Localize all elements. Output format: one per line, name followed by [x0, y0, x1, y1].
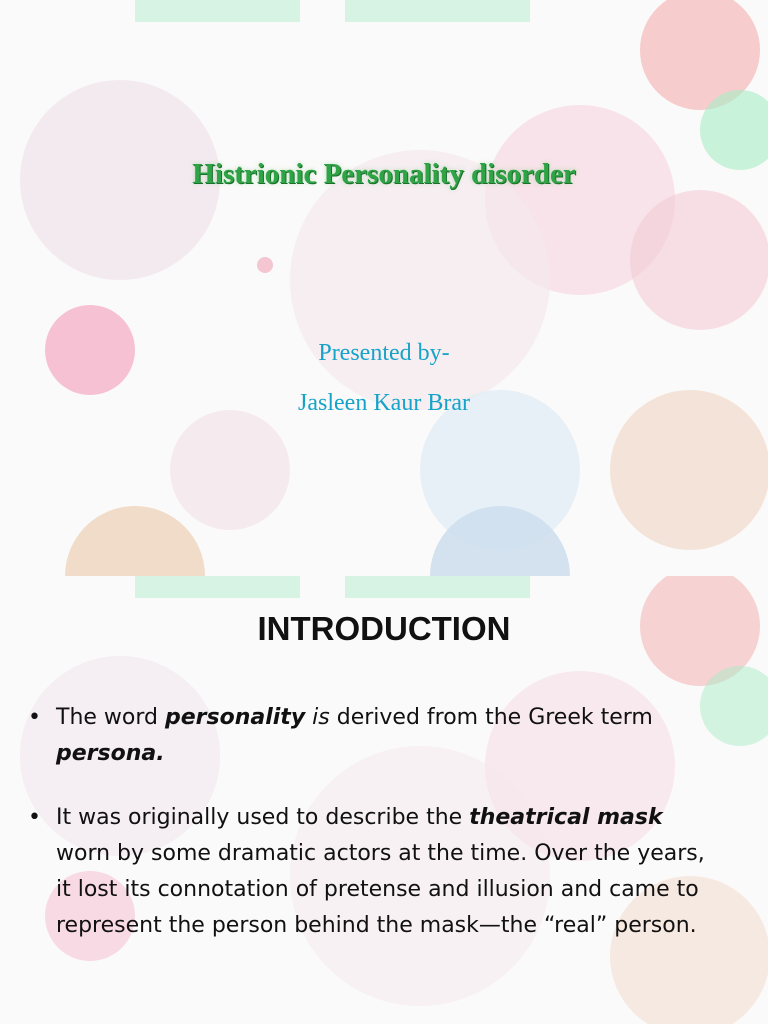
top-band-left-2 — [135, 576, 300, 598]
top-band-right — [345, 0, 530, 22]
dot-small — [257, 257, 273, 273]
circle-bottom-peach — [65, 506, 205, 576]
text-run: It was originally used to describe the — [56, 805, 470, 830]
bullet-item-2 — [28, 800, 718, 944]
section-heading: INTRODUCTION — [257, 610, 511, 647]
top-band-right-2 — [345, 576, 530, 598]
presentation-title: Histrionic Personality disorder — [192, 158, 576, 190]
introduction-slide — [0, 576, 768, 1024]
text-run: derived from the Greek term — [329, 705, 653, 730]
text-run: worn by some dramatic actors at the time. Over the years, it lost its connotation of pretense and illusion and came to represent the person behind the mask—the “real” person. — [56, 841, 705, 938]
presenter-name: Jasleen Kaur Brar — [298, 390, 470, 416]
emphasis-persona: persona. — [56, 741, 165, 766]
bullet-item-1 — [28, 700, 718, 772]
emphasis-personality: personality — [164, 705, 306, 730]
top-band-left — [135, 0, 300, 22]
bullet-dot-icon: • — [28, 805, 41, 830]
bullet-list — [28, 700, 718, 972]
emphasis-is: is — [312, 705, 330, 730]
circle-bottom-left — [170, 410, 290, 530]
text-run: The word — [56, 705, 165, 730]
circle-right-pink — [630, 190, 768, 330]
bullet-dot-icon: • — [28, 705, 41, 730]
emphasis-theatrical-mask: theatrical mask — [469, 805, 663, 830]
presented-by-label: Presented by- — [318, 340, 450, 366]
